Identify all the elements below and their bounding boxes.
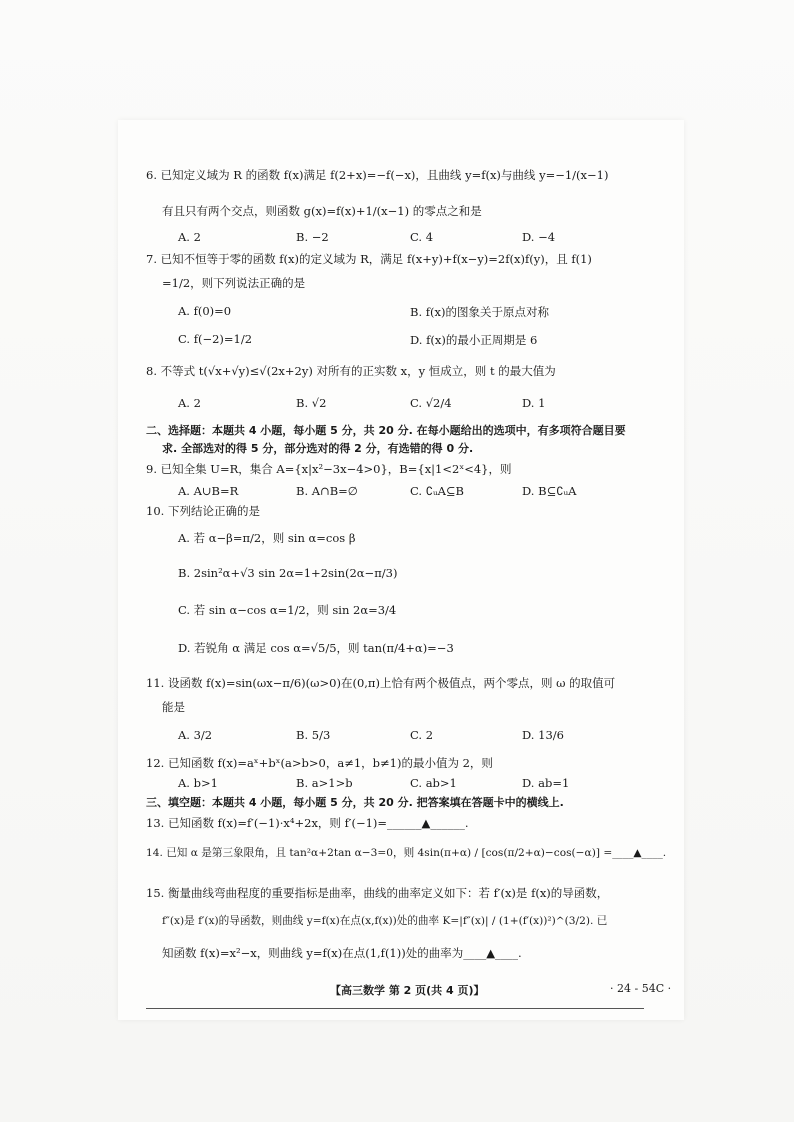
- q11-choice-d: D. 13/6: [522, 728, 564, 742]
- q6-choice-b: B. −2: [296, 230, 329, 244]
- q10-choice-b: B. 2sin²α+√3 sin 2α=1+2sin(2α−π/3): [178, 566, 398, 580]
- q9-choice-d: D. B⊆∁ᵤA: [522, 484, 577, 498]
- q11-choice-a: A. 3/2: [178, 728, 213, 742]
- q8-stem-line1: 8. 不等式 t(√x+√y)≤√(2x+2y) 对所有的正实数 x，y 恒成立，则 t 的最大值为: [146, 364, 556, 378]
- q7-choice-b: B. f(x)的图象关于原点对称: [410, 305, 549, 319]
- q15-stem-line1: 15. 衡量曲线弯曲程度的重要指标是曲率，曲线的曲率定义如下：若 f′(x)是 f(x)的导函数，: [146, 886, 609, 900]
- footer-divider: [146, 1008, 644, 1009]
- q10-choice-c: C. 若 sin α−cos α=1/2，则 sin 2α=3/4: [178, 603, 397, 617]
- q6-stem-line2: 有且只有两个交点，则函数 g(x)=f(x)+1/(x−1) 的零点之和是: [162, 204, 482, 218]
- q11-stem-line2: 能是: [162, 700, 185, 714]
- q12-stem-line1: 12. 已知函数 f(x)=aˣ+bˣ(a>b>0，a≠1，b≠1)的最小值为 2，则: [146, 756, 493, 770]
- section2-heading-line2: 求. 全部选对的得 5 分，部分选对的得 2 分，有选错的得 0 分.: [162, 442, 474, 455]
- q7-stem-line1: 7. 已知不恒等于零的函数 f(x)的定义域为 R，满足 f(x+y)+f(x−y)=2f(x)f(y)，且 f(1): [146, 252, 592, 266]
- paper-code: · 24 - 54C ·: [610, 982, 672, 995]
- q12-choice-d: D. ab=1: [522, 776, 570, 790]
- q6-stem-line1: 6. 已知定义域为 R 的函数 f(x)满足 f(2+x)=−f(−x)，且曲线 y=f(x)与曲线 y=−1/(x−1): [146, 168, 609, 182]
- q12-choice-b: B. a>1>b: [296, 776, 353, 790]
- q8-choice-c: C. √2/4: [410, 396, 452, 410]
- q11-stem-line1: 11. 设函数 f(x)=sin(ωx−π/6)(ω>0)在(0,π)上恰有两个极值点，两个零点，则 ω 的取值可: [146, 676, 616, 690]
- page-footer-label: 【高三数学 第 2 页(共 4 页)】: [330, 984, 485, 997]
- q14-stem: 14. 已知 α 是第三象限角，且 tan²α+2tan α−3=0，则 4sin(π+α) / [cos(π/2+α)−cos(−α)] =____▲____.: [146, 847, 667, 859]
- q6-choice-c: C. 4: [410, 230, 434, 244]
- q15-stem-line3: 知函数 f(x)=x²−x，则曲线 y=f(x)在点(1,f(1))处的曲率为____▲____.: [162, 946, 522, 960]
- q12-choice-a: A. b>1: [178, 776, 218, 790]
- q10-choice-a: A. 若 α−β=π/2，则 sin α=cos β: [178, 531, 356, 545]
- section3-heading: 三、填空题：本题共 4 小题，每小题 5 分，共 20 分. 把答案填在答题卡中的横线上.: [146, 796, 564, 809]
- q10-stem-line1: 10. 下列结论正确的是: [146, 504, 260, 518]
- q6-choice-a: A. 2: [178, 230, 201, 244]
- q11-choice-b: B. 5/3: [296, 728, 331, 742]
- q9-stem-line1: 9. 已知全集 U=R，集合 A={x|x²−3x−4>0}，B={x|1<2ˣ<4}，则: [146, 462, 512, 476]
- q8-choice-b: B. √2: [296, 396, 327, 410]
- q7-choice-c: C. f(−2)=1/2: [178, 332, 253, 346]
- q9-choice-c: C. ∁ᵤA⊆B: [410, 484, 464, 498]
- q7-stem-line2: =1/2，则下列说法正确的是: [162, 276, 306, 290]
- q9-choice-b: B. A∩B=∅: [296, 484, 358, 498]
- q8-choice-a: A. 2: [178, 396, 201, 410]
- q7-choice-a: A. f(0)=0: [178, 304, 232, 318]
- q9-choice-a: A. A∪B=R: [178, 484, 239, 498]
- q11-choice-c: C. 2: [410, 728, 434, 742]
- q8-choice-d: D. 1: [522, 396, 546, 410]
- q10-choice-d: D. 若锐角 α 满足 cos α=√5/5，则 tan(π/4+α)=−3: [178, 641, 454, 655]
- q15-stem-line2: f″(x)是 f′(x)的导函数，则曲线 y=f(x)在点(x,f(x))处的曲率 K=|f″(x)| / (1+(f′(x))²)^(3/2). 已: [162, 915, 608, 927]
- q6-choice-d: D. −4: [522, 230, 556, 244]
- q7-choice-d: D. f(x)的最小正周期是 6: [410, 333, 538, 347]
- q13-stem: 13. 已知函数 f(x)=f′(−1)·x⁴+2x，则 f′(−1)=______▲______.: [146, 816, 469, 830]
- q12-choice-c: C. ab>1: [410, 776, 457, 790]
- section2-heading-line1: 二、选择题：本题共 4 小题，每小题 5 分，共 20 分. 在每小题给出的选项中，有多项符合题目要: [146, 424, 626, 437]
